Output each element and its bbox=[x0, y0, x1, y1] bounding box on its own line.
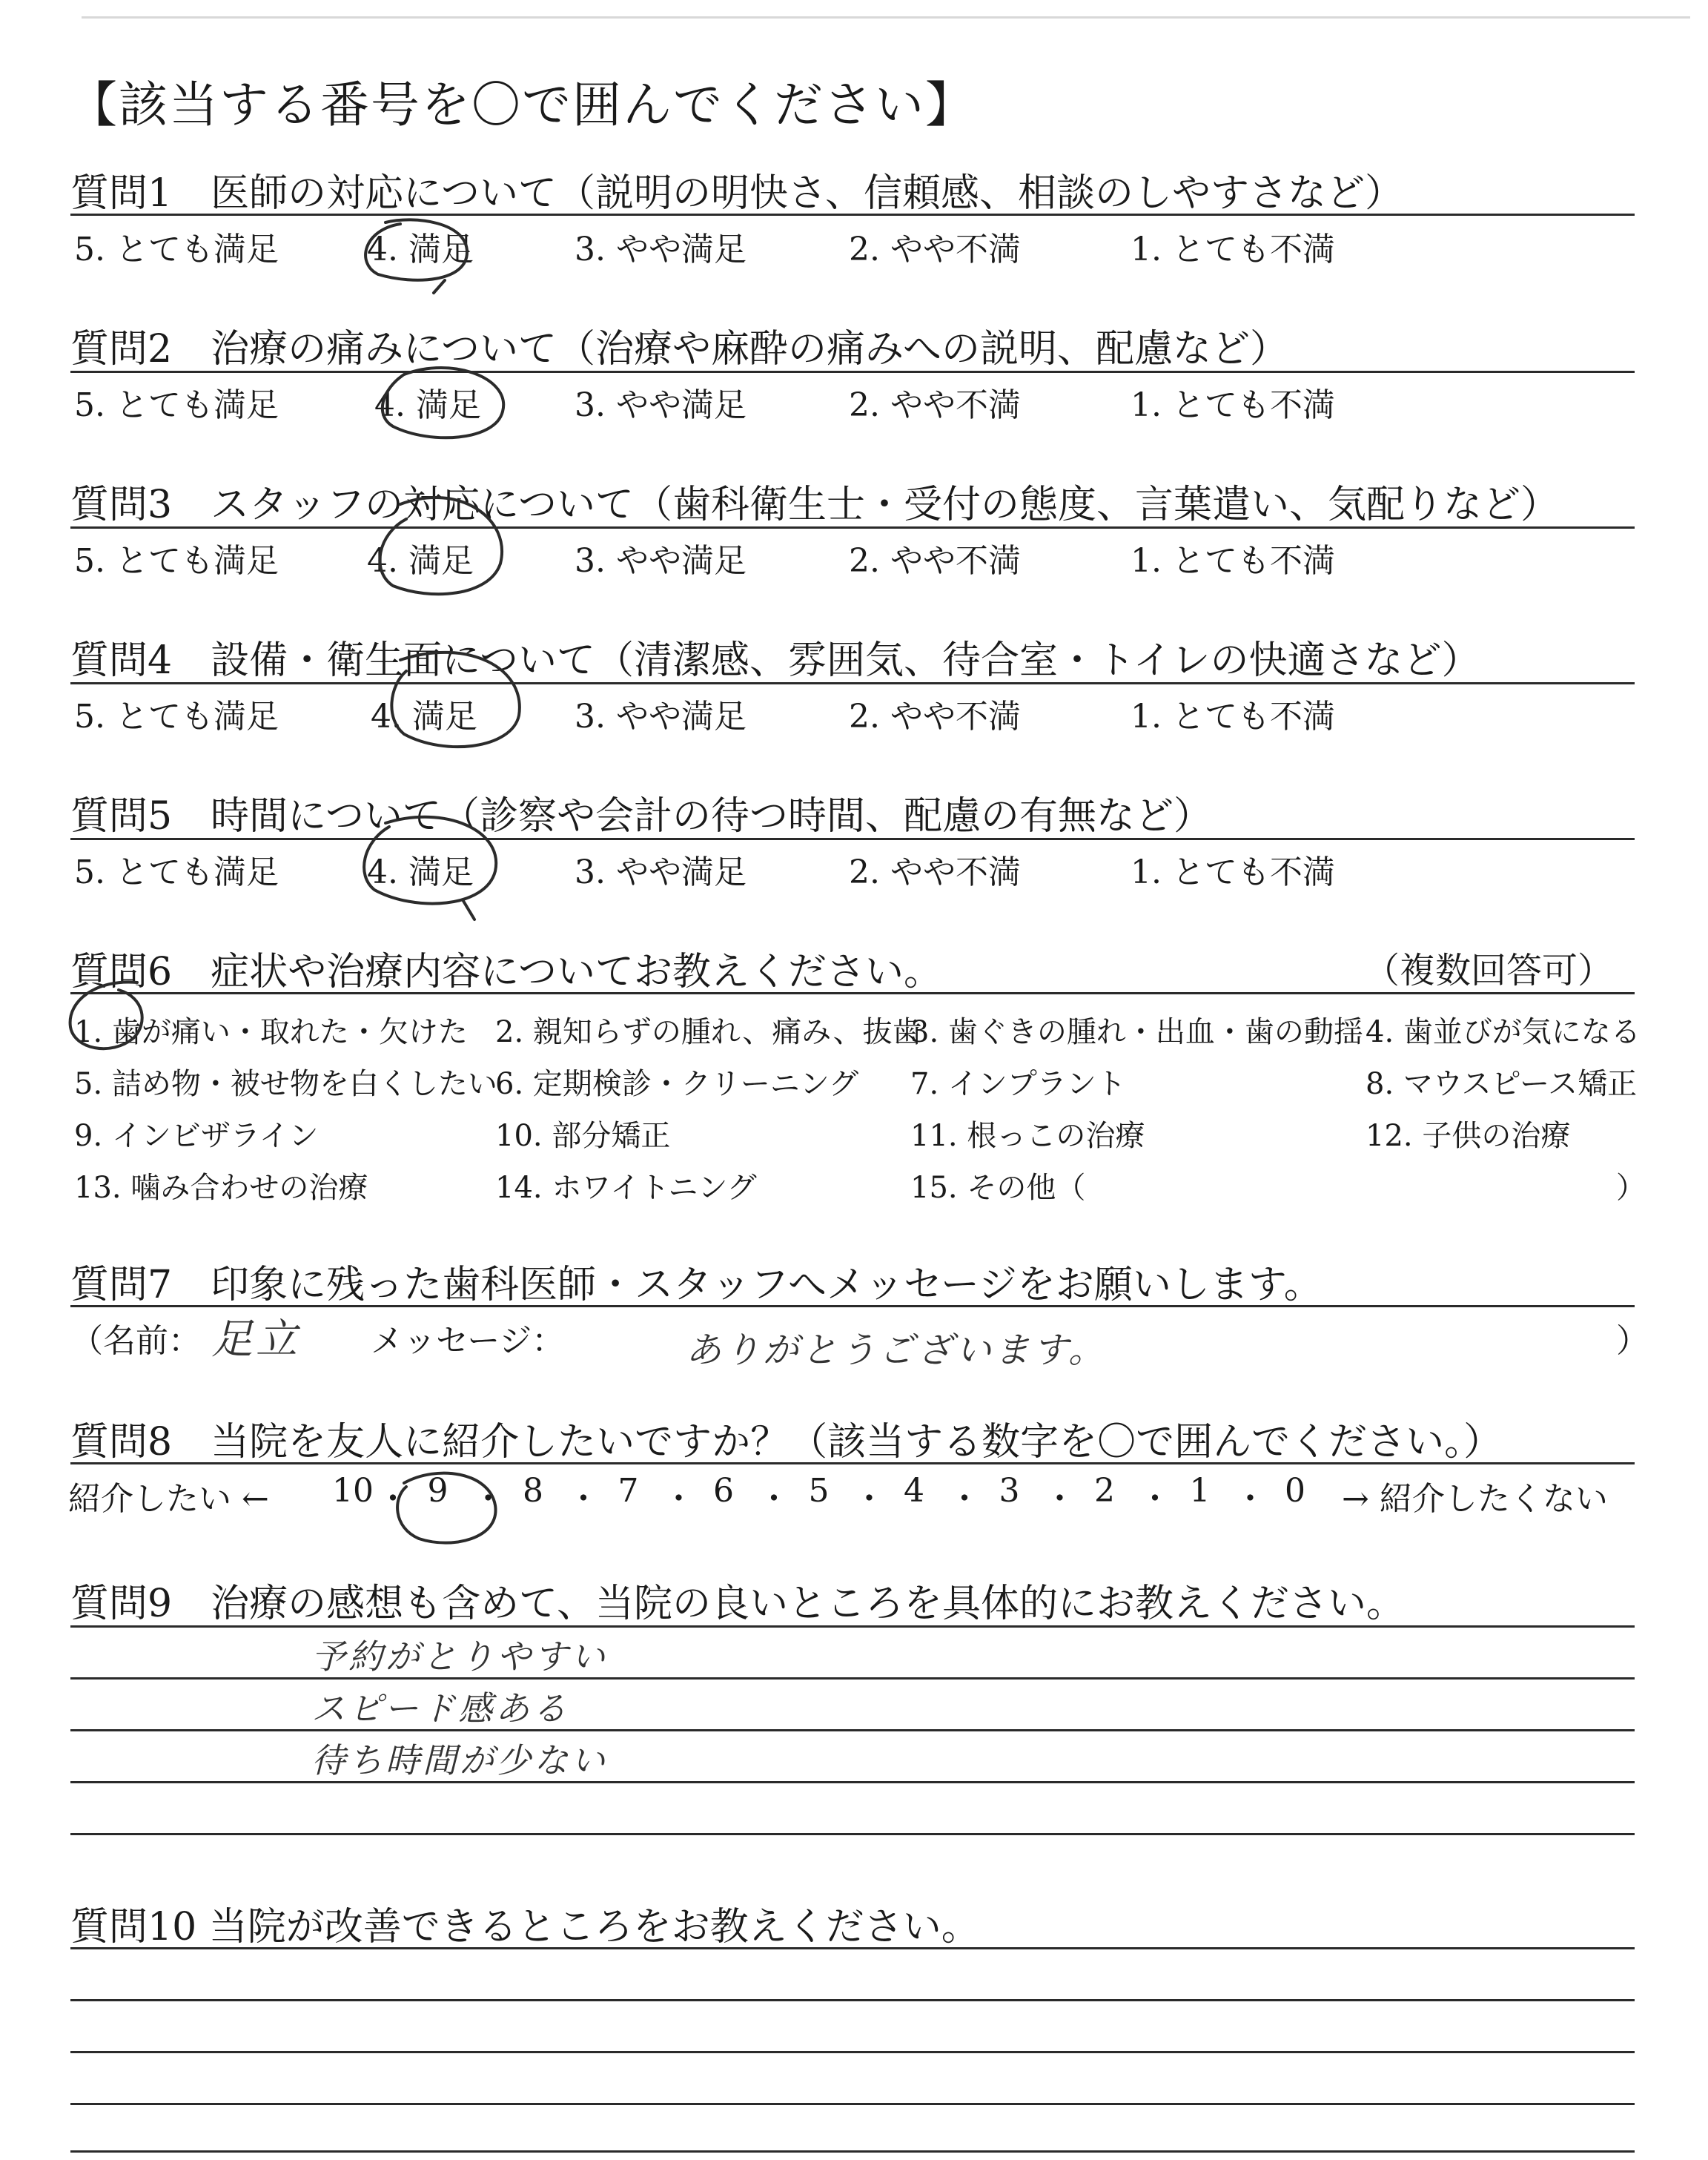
recommend-scale-1[interactable]: 1 bbox=[1189, 1472, 1211, 1510]
question-2-title: 質問2 治療の痛みについて（治療や麻酔の痛みへの説明、配慮など） bbox=[70, 327, 1289, 371]
question-5-title: 質問5 時間について（診察や会計の待つ時間、配慮の有無など） bbox=[70, 794, 1213, 839]
question-7-rule bbox=[70, 1305, 1635, 1307]
q3-option-1[interactable]: 1. とても不満 bbox=[1131, 542, 1335, 580]
recommend-scale-9[interactable]: 9 bbox=[427, 1472, 448, 1510]
q3-option-2[interactable]: 2. やや不満 bbox=[849, 542, 1021, 580]
recommend-scale-7[interactable]: 7 bbox=[618, 1472, 639, 1510]
q6-option-11[interactable]: 11. 根っこの治療 bbox=[910, 1119, 1145, 1153]
q5-option-2[interactable]: 2. やや不満 bbox=[849, 853, 1021, 891]
scale-separator: ・ bbox=[853, 1480, 886, 1518]
q5-option-1[interactable]: 1. とても不満 bbox=[1131, 853, 1335, 891]
multiple-answer-note: （複数回答可） bbox=[1364, 950, 1614, 991]
q4-option-4[interactable]: 4. 満足 bbox=[371, 698, 477, 736]
q6-option-7[interactable]: 7. インプラント bbox=[910, 1067, 1126, 1101]
q6-option-3[interactable]: 3. 歯ぐきの腫れ・出血・歯の動揺 bbox=[910, 1015, 1363, 1049]
q4-option-1[interactable]: 1. とても不満 bbox=[1131, 698, 1335, 736]
question-8-title: 質問8 当院を友人に紹介したいですか？（該当する数字を〇で囲んでください。） bbox=[70, 1420, 1503, 1464]
q5-option-4[interactable]: 4. 満足 bbox=[367, 853, 474, 891]
q1-option-2[interactable]: 2. やや不満 bbox=[849, 231, 1021, 268]
recommend-scale-0[interactable]: 0 bbox=[1285, 1472, 1305, 1510]
q6-option-12[interactable]: 12. 子供の治療 bbox=[1366, 1119, 1571, 1153]
scale-separator: ・ bbox=[758, 1480, 790, 1518]
improve-line-1 bbox=[70, 1947, 1635, 1949]
scan-top-edge bbox=[82, 16, 1690, 19]
recommend-scale-5[interactable]: 5 bbox=[808, 1472, 830, 1510]
scale-separator: ・ bbox=[948, 1480, 981, 1518]
q6-option-2[interactable]: 2. 親知らずの腫れ、痛み、抜歯 bbox=[495, 1015, 922, 1049]
q9-handwriting-line-3[interactable]: 待ち時間が少ない bbox=[311, 1740, 608, 1780]
q6-option-15[interactable]: 15. その他（ bbox=[910, 1171, 1086, 1205]
improve-line-4 bbox=[70, 2103, 1635, 2105]
question-4-title: 質問4 設備・衛生面について（清潔感、雰囲気、待合室・トイレの快適さなど） bbox=[70, 638, 1480, 683]
q3-option-5[interactable]: 5. とても満足 bbox=[74, 542, 279, 580]
q1-option-1[interactable]: 1. とても不満 bbox=[1131, 231, 1335, 268]
recommend-right-label: → 紹介したくない bbox=[1342, 1480, 1608, 1518]
question-2-rule bbox=[70, 371, 1635, 373]
q9-handwriting-line-2[interactable]: スピード感ある bbox=[311, 1688, 570, 1728]
answer-line-3 bbox=[70, 1729, 1635, 1731]
improve-line-5 bbox=[70, 2150, 1635, 2153]
scale-separator: ・ bbox=[1139, 1480, 1171, 1518]
recommend-scale-3[interactable]: 3 bbox=[999, 1472, 1020, 1510]
question-1-title: 質問1 医師の対応について（説明の明快さ、信頼感、相談のしやすさなど） bbox=[70, 171, 1403, 216]
q3-option-3[interactable]: 3. やや満足 bbox=[575, 542, 747, 580]
q6-option-14[interactable]: 14. ホワイトニング bbox=[495, 1171, 757, 1205]
message-handwriting[interactable]: ありがとうございます。 bbox=[686, 1330, 1108, 1371]
q4-option-2[interactable]: 2. やや不満 bbox=[849, 698, 1021, 736]
question-3-rule bbox=[70, 526, 1635, 529]
answer-line-4 bbox=[70, 1781, 1635, 1783]
q2-option-2[interactable]: 2. やや不満 bbox=[849, 386, 1021, 424]
message-close-paren: ） bbox=[1616, 1322, 1649, 1360]
question-9-title: 質問9 治療の感想も含めて、当院の良いところを具体的にお教えください。 bbox=[70, 1582, 1406, 1626]
question-6-rule bbox=[70, 992, 1635, 994]
name-label: （名前： bbox=[70, 1322, 201, 1360]
q1-option-5[interactable]: 5. とても満足 bbox=[74, 231, 279, 268]
q6-option-1[interactable]: 1. 歯が痛い・取れた・欠けた bbox=[74, 1015, 468, 1049]
q2-option-1[interactable]: 1. とても不満 bbox=[1131, 386, 1335, 424]
q9-handwriting-line-1[interactable]: 予約がとりやすい bbox=[311, 1636, 608, 1677]
recommend-scale-8[interactable]: 8 bbox=[523, 1472, 543, 1510]
q6-option-8[interactable]: 8. マウスピース矯正 bbox=[1366, 1067, 1638, 1101]
question-4-rule bbox=[70, 682, 1635, 684]
question-5-rule bbox=[70, 838, 1635, 840]
question-7-title: 質問7 印象に残った歯科医師・スタッフへメッセージをお願いします。 bbox=[70, 1263, 1323, 1307]
scale-separator: ・ bbox=[662, 1480, 695, 1518]
improve-line-3 bbox=[70, 2051, 1635, 2053]
scale-separator: ・ bbox=[377, 1480, 409, 1518]
question-6-title: 質問6 症状や治療内容についてお教えください。 bbox=[70, 950, 943, 994]
q6-option-4[interactable]: 4. 歯並びが気になる bbox=[1366, 1015, 1641, 1049]
name-handwriting[interactable]: 足立 bbox=[211, 1315, 300, 1364]
q6-option-5[interactable]: 5. 詰め物・被せ物を白くしたい bbox=[74, 1067, 497, 1101]
q5-option-5[interactable]: 5. とても満足 bbox=[74, 853, 279, 891]
question-10-title: 質問10 当院が改善できるところをお教えください。 bbox=[70, 1905, 980, 1949]
question-3-title: 質問3 スタッフの対応について（歯科衛生士・受付の態度、言葉遣い、気配りなど） bbox=[70, 483, 1560, 527]
q3-option-4[interactable]: 4. 満足 bbox=[367, 542, 474, 580]
answer-line-2 bbox=[70, 1677, 1635, 1680]
q1-option-4[interactable]: 4. 満足 bbox=[367, 231, 474, 268]
q1-option-3[interactable]: 3. やや満足 bbox=[575, 231, 747, 268]
recommend-left-label: 紹介したい ← bbox=[68, 1480, 269, 1518]
scale-separator: ・ bbox=[567, 1480, 600, 1518]
question-8-rule bbox=[70, 1462, 1635, 1464]
q2-option-4[interactable]: 4. 満足 bbox=[374, 386, 481, 424]
scale-separator: ・ bbox=[471, 1480, 505, 1518]
answer-line-5 bbox=[70, 1833, 1635, 1835]
q6-option-9[interactable]: 9. インビザライン bbox=[74, 1119, 319, 1153]
q6-option-6[interactable]: 6. 定期検診・クリーニング bbox=[495, 1067, 859, 1101]
q4-option-3[interactable]: 3. やや満足 bbox=[575, 698, 747, 736]
answer-line-1 bbox=[70, 1625, 1635, 1628]
recommend-scale-2[interactable]: 2 bbox=[1094, 1472, 1115, 1510]
scale-separator: ・ bbox=[1043, 1480, 1076, 1518]
recommend-scale-6[interactable]: 6 bbox=[713, 1472, 734, 1510]
recommend-scale-4[interactable]: 4 bbox=[904, 1472, 924, 1510]
scale-separator: ・ bbox=[1234, 1480, 1267, 1518]
q6-other-close-paren: ） bbox=[1616, 1171, 1646, 1205]
q6-option-10[interactable]: 10. 部分矯正 bbox=[495, 1119, 671, 1153]
recommend-scale-10[interactable]: 10 bbox=[332, 1472, 374, 1510]
q5-option-3[interactable]: 3. やや満足 bbox=[575, 853, 747, 891]
q6-option-13[interactable]: 13. 噛み合わせの治療 bbox=[74, 1171, 368, 1205]
q4-option-5[interactable]: 5. とても満足 bbox=[74, 698, 279, 736]
improve-line-2 bbox=[70, 1999, 1635, 2001]
question-1-rule bbox=[70, 214, 1635, 216]
q2-option-3[interactable]: 3. やや満足 bbox=[575, 386, 747, 424]
q2-option-5[interactable]: 5. とても満足 bbox=[74, 386, 279, 424]
instruction-heading: 【該当する番号を〇で囲んでください】 bbox=[68, 76, 976, 133]
message-label: メッセージ： bbox=[371, 1322, 565, 1360]
